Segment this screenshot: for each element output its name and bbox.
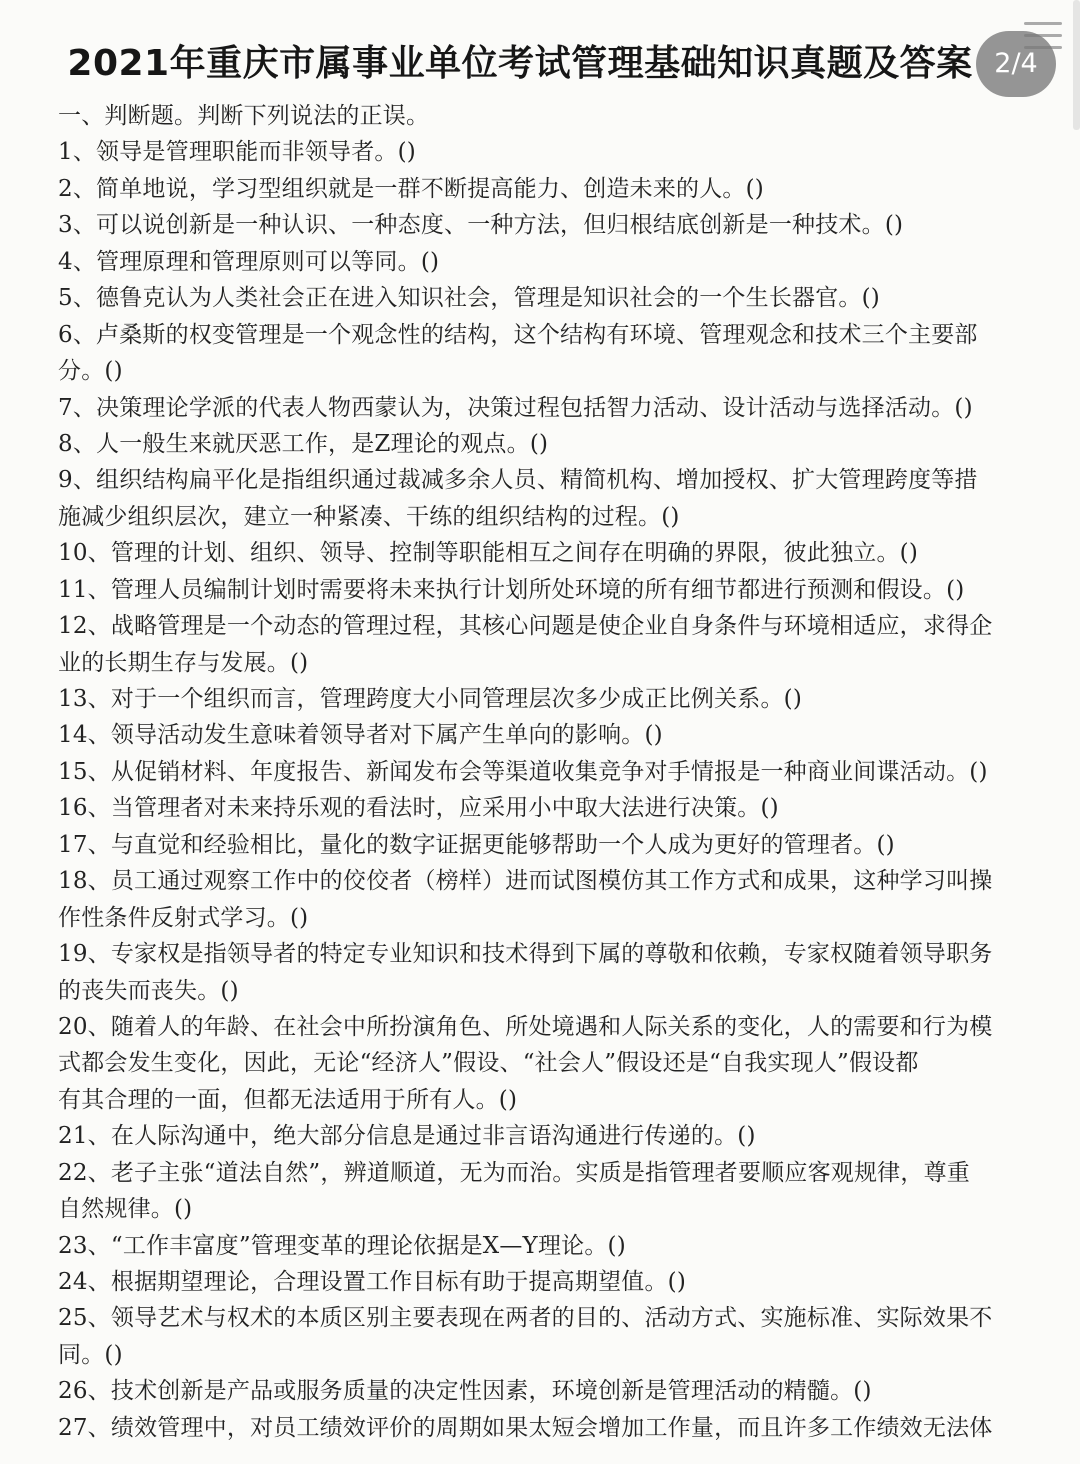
text-line: 6、卢桑斯的权变管理是一个观念性的结构，这个结构有环境、管理观念和技术三个主要部 [58, 321, 978, 348]
text-line: 17、与直觉和经验相比，量化的数字证据更能够帮助一个人成为更好的管理者。() [58, 831, 895, 858]
text-line: 24、根据期望理论，合理设置工作目标有助于提高期望值。() [58, 1269, 687, 1295]
text-line: 9、组织结构扁平化是指组织通过裁减多余人员、精简机构、增加授权、扩大管理跨度等措 [58, 467, 978, 494]
text-line: 15、从促销材料、年度报告、新闻发布会等渠道收集竞争对手情报是一种商业间谍活动。() [58, 758, 988, 785]
text-line: 有其合理的一面，但都无法适用于所有人。() [58, 1086, 518, 1113]
text-line: 21、在人际沟通中，绝大部分信息是通过非言语沟通进行传递的。() [58, 1123, 756, 1150]
text-line: 27、绩效管理中，对员工绩效评价的周期如果太短会增加工作量，而且许多工作绩效无法体 [58, 1414, 993, 1441]
text-line: 2、简单地说，学习型组织就是一群不断提高能力、创造未来的人。() [58, 175, 764, 202]
text-line: 式都会发生变化，因此，无论“经济人”假设、“社会人”假设还是“自我实现人”假设都 [58, 1050, 919, 1077]
text-line: 作性条件反射式学习。() [58, 904, 309, 931]
text-line: 3、可以说创新是一种认识、一种态度、一种方法，但归根结底创新是一种技术。() [58, 212, 904, 239]
text-line: 同。() [58, 1341, 123, 1368]
text-line: 10、管理的计划、组织、领导、控制等职能相互之间存在明确的界限，彼此独立。() [58, 540, 919, 567]
document-title: 2021年重庆市属事业单位考试管理基础知识真题及答案 [67, 43, 973, 84]
page-indicator[interactable]: 2/4 [976, 31, 1056, 97]
scrollbar[interactable] [1073, 0, 1080, 130]
text-line: 19、专家权是指领导者的特定专业知识和技术得到下属的尊敬和依赖，专家权随着领导职务 [58, 941, 993, 968]
text-line: 23、“工作丰富度”管理变革的理论依据是X—Y理论。() [58, 1232, 626, 1259]
text-line: 业的长期生存与发展。() [58, 649, 309, 676]
text-line: 18、员工通过观察工作中的佼佼者（榜样）进而试图模仿其工作方式和成果，这种学习叫操 [58, 868, 993, 895]
text-line: 26、技术创新是产品或服务质量的决定性因素，环境创新是管理活动的精髓。() [58, 1378, 872, 1405]
text-line: 14、领导活动发生意味着领导者对下属产生单向的影响。() [58, 722, 663, 749]
text-line: 一、判断题。判断下列说法的正误。 [58, 103, 430, 129]
text-line: 25、领导艺术与权术的本质区别主要表现在两者的目的、活动方式、实施标准、实际效果不 [58, 1305, 993, 1332]
text-line: 的丧失而丧失。() [58, 977, 239, 1004]
text-line: 7、决策理论学派的代表人物西蒙认为，决策过程包括智力活动、设计活动与选择活动。() [58, 394, 973, 421]
text-line: 20、随着人的年龄、在社会中所扮演角色、所处境遇和人际关系的变化，人的需要和行为模 [58, 1013, 993, 1040]
text-line: 22、老子主张“道法自然”，辨道顺道，无为而治。实质是指管理者要顺应客观规律，尊重 [58, 1159, 970, 1186]
text-line: 施减少组织层次，建立一种紧凑、干练的组织结构的过程。() [58, 503, 680, 530]
text-line: 11、管理人员编制计划时需要将未来执行计划所处环境的所有细节都进行预测和假设。() [58, 576, 965, 603]
text-line: 13、对于一个组织而言，管理跨度大小同管理层次多少成正比例关系。() [58, 686, 803, 712]
text-line: 5、德鲁克认为人类社会正在进入知识社会，管理是知识社会的一个生长器官。() [58, 285, 880, 312]
text-line: 1、领导是管理职能而非领导者。() [58, 139, 416, 166]
text-line: 分。() [58, 358, 123, 385]
text-line: 16、当管理者对未来持乐观的看法时，应采用小中取大法进行决策。() [58, 795, 779, 822]
text-line: 自然规律。() [58, 1196, 193, 1223]
text-line: 12、战略管理是一个动态的管理过程，其核心问题是使企业自身条件与环境相适应，求得企 [58, 613, 993, 640]
text-line: 8、人一般生来就厌恶工作，是Z理论的观点。() [58, 430, 549, 457]
document-body [58, 98, 1026, 1446]
text-line: 4、管理原理和管理原则可以等同。() [58, 248, 440, 275]
